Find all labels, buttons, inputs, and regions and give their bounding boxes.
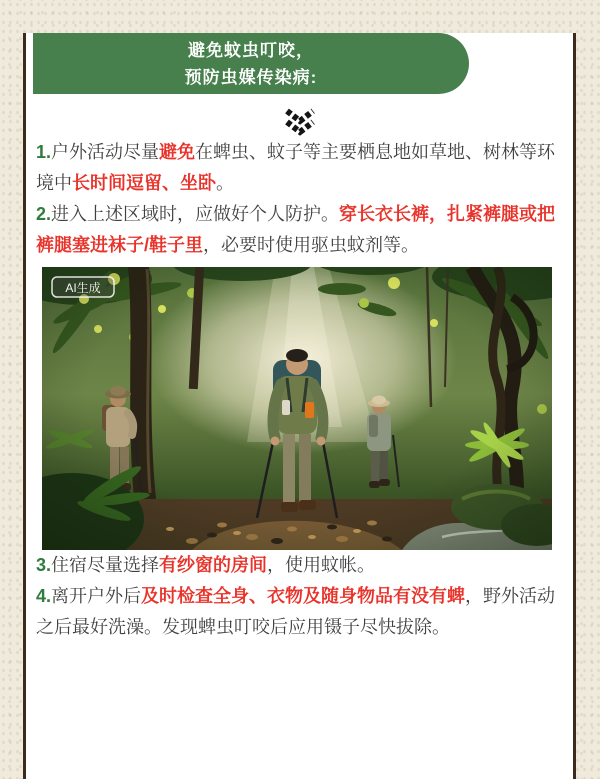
paragraph-4 — [36, 581, 558, 643]
text-run: 长时间逗留、坐卧 — [72, 173, 216, 193]
text-run: 户外活动尽量 — [51, 142, 160, 162]
text-run: 避免 — [159, 142, 196, 162]
article-photo — [42, 267, 552, 550]
double-chevron-down-icon — [278, 107, 322, 137]
paragraph-2 — [36, 199, 558, 261]
text-run: 穿长衣长裤，扎紧裤腿或把裤腿塞进袜子/鞋子里 — [36, 204, 556, 255]
text-run: 。 — [216, 173, 234, 193]
text-run: 2. — [36, 204, 52, 224]
text-run: 3. — [36, 555, 52, 575]
divider — [26, 107, 573, 137]
text-run: 及时检查全身、衣物及随身物品有没有蜱 — [141, 586, 466, 606]
text-run: ，野外活动之后最好洗澡。发现蜱虫叮咬后应用镊子尽快拔除。 — [36, 586, 556, 637]
header-banner — [33, 33, 469, 94]
article-frame — [23, 33, 576, 779]
text-run: 离开户外后 — [51, 586, 142, 606]
text-run: 进入上述区域时，应做好个人防护。 — [51, 204, 340, 224]
article-body — [26, 137, 573, 643]
text-run: ，必要时使用驱虫蚊剂等。 — [203, 235, 420, 255]
watermark-text: AI生成 — [65, 281, 101, 295]
text-run: 有纱窗的房间 — [159, 555, 268, 575]
ai-watermark-badge — [52, 277, 114, 297]
text-run: 住宿尽量选择 — [51, 555, 160, 575]
paragraph-1 — [36, 137, 558, 199]
text-run: ，使用蚊帐。 — [267, 555, 376, 575]
text-run: 1. — [36, 142, 52, 162]
banner-line-2: 预防虫媒传染病: — [184, 67, 318, 87]
paragraph-3 — [36, 550, 558, 581]
jungle-hikers-illustration — [42, 267, 552, 550]
text-run: 4. — [36, 586, 52, 606]
text-run: 在蜱虫、蚊子等主要栖息地如草地、树林等环境中 — [36, 142, 556, 193]
banner-line-1: 避免蚊虫叮咬， — [188, 40, 314, 60]
